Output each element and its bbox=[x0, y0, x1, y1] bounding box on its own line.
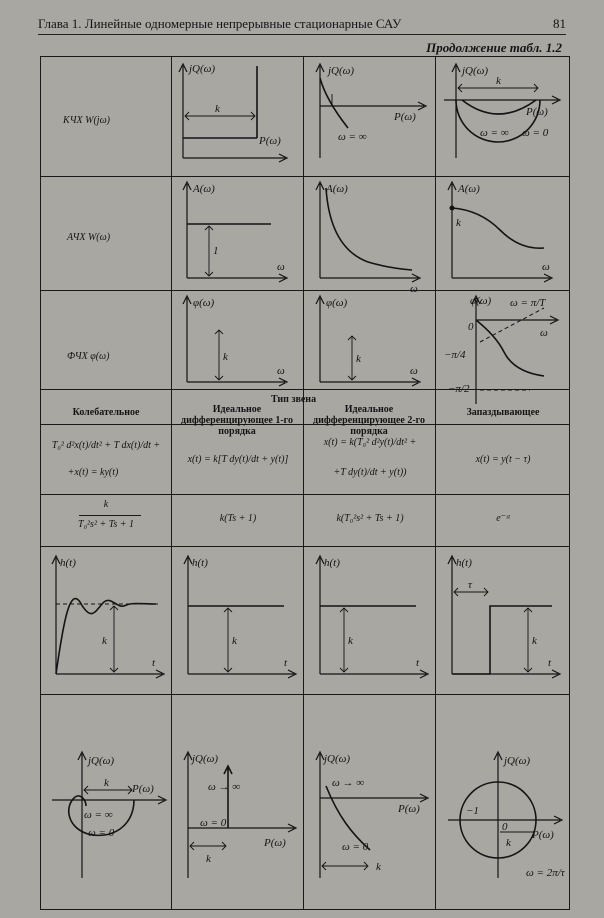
label-k: k bbox=[496, 75, 501, 87]
plot-kchh2-delay bbox=[444, 746, 568, 886]
page-number: 81 bbox=[553, 16, 566, 31]
label-zero: 0 bbox=[468, 321, 474, 333]
label-minus-pi-2: −π/2 bbox=[448, 383, 470, 395]
tf-oscillatory-numerator: k bbox=[103, 499, 109, 510]
label-w-to-inf: ω → ∞ bbox=[332, 777, 365, 789]
axis-label-p: P(ω) bbox=[394, 111, 416, 123]
axis-label-phi: φ(ω) bbox=[470, 295, 492, 307]
axis-label-omega: ω bbox=[410, 365, 418, 377]
fraction-bar bbox=[79, 515, 141, 516]
label-w-inf: ω = ∞ bbox=[84, 809, 113, 821]
axis-label-jq: jQ(ω) bbox=[328, 65, 355, 77]
eq-diff1: x(t) = k[T dy(t)/dt + y(t)] bbox=[187, 454, 289, 465]
eq-diff2-line1: x(t) = k(T₀² d²y(t)/dt² + bbox=[323, 437, 417, 448]
tf-diff2: k(T₀²s² + Ts + 1) bbox=[336, 513, 404, 524]
label-w-to-inf: ω → ∞ bbox=[208, 781, 241, 793]
axis-label-h: h(t) bbox=[324, 557, 340, 569]
axis-label-a: A(ω) bbox=[326, 183, 348, 195]
plot-kchh-diff2 bbox=[308, 60, 432, 172]
plot-kchh-delay bbox=[440, 60, 564, 172]
eq-oscillatory-line1: T₀² d²x(t)/dt² + T dx(t)/dt + bbox=[51, 440, 161, 451]
axis-label-p: P(ω) bbox=[132, 783, 154, 795]
plot-achh-diff2 bbox=[308, 178, 432, 295]
axis-label-h: h(t) bbox=[192, 557, 208, 569]
link-type-diff1: Идеальное дифференцирующее 1-го порядка bbox=[181, 404, 293, 437]
label-omega-pi-t: ω = π/T bbox=[510, 297, 546, 309]
plot-kchh2-oscillatory bbox=[48, 746, 172, 886]
label-k: k bbox=[232, 635, 237, 647]
chapter-title: Глава 1. Линейные одномерные непрерывные стационарные САУ bbox=[38, 16, 402, 31]
grid-line bbox=[41, 176, 569, 177]
plot-fchh-diff2 bbox=[308, 292, 432, 388]
table-continuation-caption: Продолжение табл. 1.2 bbox=[426, 40, 562, 55]
row-label-kchh: КЧХ W(jω) bbox=[63, 115, 110, 126]
axis-label-a: A(ω) bbox=[193, 183, 215, 195]
label-k: k bbox=[376, 861, 381, 873]
eq-diff2-line2: +T dy(t)/dt + y(t)) bbox=[333, 467, 407, 478]
label-tau: τ bbox=[468, 579, 472, 591]
axis-label-t: t bbox=[284, 657, 288, 669]
axis-label-phi: φ(ω) bbox=[326, 297, 348, 309]
label-k: k bbox=[348, 635, 353, 647]
plot-achh-diff1 bbox=[175, 178, 299, 290]
label-k: k bbox=[356, 353, 361, 365]
grid-line bbox=[41, 424, 569, 425]
row-label-fchh: ФЧХ φ(ω) bbox=[67, 351, 110, 362]
grid-line bbox=[41, 290, 569, 291]
label-zero: 0 bbox=[502, 821, 508, 833]
axis-label-p: P(ω) bbox=[526, 106, 548, 118]
curve-start-point bbox=[450, 206, 455, 211]
tf-diff1: k(Ts + 1) bbox=[219, 513, 257, 524]
axis-label-p: P(ω) bbox=[264, 837, 286, 849]
axis-label-t: t bbox=[416, 657, 420, 669]
plot-fchh-diff1 bbox=[175, 292, 299, 388]
axis-label-omega: ω bbox=[277, 365, 285, 377]
link-type-oscillatory: Колебательное bbox=[72, 407, 140, 418]
label-w-inf: ω = ∞ bbox=[338, 131, 367, 143]
label-w-inf: ω = ∞ bbox=[480, 127, 509, 139]
label-k: k bbox=[104, 777, 109, 789]
label-minus-pi-4: −π/4 bbox=[444, 349, 466, 361]
axis-label-p: P(ω) bbox=[259, 135, 281, 147]
link-type-delay: Запаздывающее bbox=[466, 407, 540, 418]
plot-kchh2-diff1 bbox=[180, 746, 304, 886]
axis-label-h: h(t) bbox=[456, 557, 472, 569]
axis-label-phi: φ(ω) bbox=[193, 297, 215, 309]
label-k: k bbox=[223, 351, 228, 363]
grid-line bbox=[41, 494, 569, 495]
label-w-zero: ω = 0 bbox=[342, 841, 369, 853]
page-header bbox=[38, 14, 566, 35]
link-type-title: Тип звена bbox=[271, 394, 317, 405]
label-k: k bbox=[206, 853, 211, 865]
axis-label-p: P(ω) bbox=[532, 829, 554, 841]
axis-label-jq: jQ(ω) bbox=[88, 755, 115, 767]
label-k: k bbox=[532, 635, 537, 647]
tf-delay: e⁻ˢᵗ bbox=[496, 513, 510, 524]
axis-label-jq: jQ(ω) bbox=[324, 753, 351, 765]
tf-oscillatory-denominator: T₀²s² + Ts + 1 bbox=[78, 519, 134, 530]
label-k: k bbox=[506, 837, 511, 849]
label-w-zero: ω = 0 bbox=[88, 827, 115, 839]
plot-achh-delay bbox=[440, 178, 564, 290]
axis-label-t: t bbox=[152, 657, 156, 669]
label-k: k bbox=[456, 217, 461, 229]
label-minus-one: −1 bbox=[466, 805, 479, 817]
label-w-zero: ω = 0 bbox=[522, 127, 549, 139]
label-k: k bbox=[102, 635, 107, 647]
axis-label-jq: jQ(ω) bbox=[504, 755, 531, 767]
axis-label-p: P(ω) bbox=[398, 803, 420, 815]
label-w-2pi-tau: ω = 2π/τ bbox=[526, 867, 565, 879]
grid-line bbox=[41, 694, 569, 695]
axis-label-omega: ω bbox=[410, 283, 418, 295]
axis-label-omega: ω bbox=[540, 327, 548, 339]
eq-oscillatory-line2: +x(t) = ky(t) bbox=[67, 467, 119, 478]
row-label-achh: АЧХ W(ω) bbox=[67, 232, 111, 243]
axis-label-jq: jQ(ω) bbox=[189, 63, 216, 75]
plot-kchh2-diff2 bbox=[312, 746, 436, 886]
axis-label-omega: ω bbox=[542, 261, 550, 273]
plot-h-diff2 bbox=[312, 548, 436, 686]
axis-label-jq: jQ(ω) bbox=[192, 753, 219, 765]
plot-h-delay bbox=[444, 548, 568, 686]
eq-delay: x(t) = y(t − τ) bbox=[475, 454, 531, 465]
label-w-zero: ω = 0 bbox=[200, 817, 227, 829]
axis-label-t: t bbox=[548, 657, 552, 669]
plot-h-diff1 bbox=[180, 548, 304, 686]
grid-line bbox=[41, 546, 569, 547]
link-type-diff2: Идеальное дифференцирующее 2-го порядка bbox=[313, 404, 425, 437]
axis-label-omega: ω bbox=[277, 261, 285, 273]
plot-kchh-diff1 bbox=[175, 60, 299, 172]
axis-label-a: A(ω) bbox=[458, 183, 480, 195]
axis-label-h: h(t) bbox=[60, 557, 76, 569]
plot-h-oscillatory bbox=[48, 548, 172, 686]
label-k: k bbox=[215, 103, 220, 115]
label-one: 1 bbox=[213, 245, 219, 257]
axis-label-jq: jQ(ω) bbox=[462, 65, 489, 77]
plot-fchh-delay bbox=[440, 292, 564, 410]
